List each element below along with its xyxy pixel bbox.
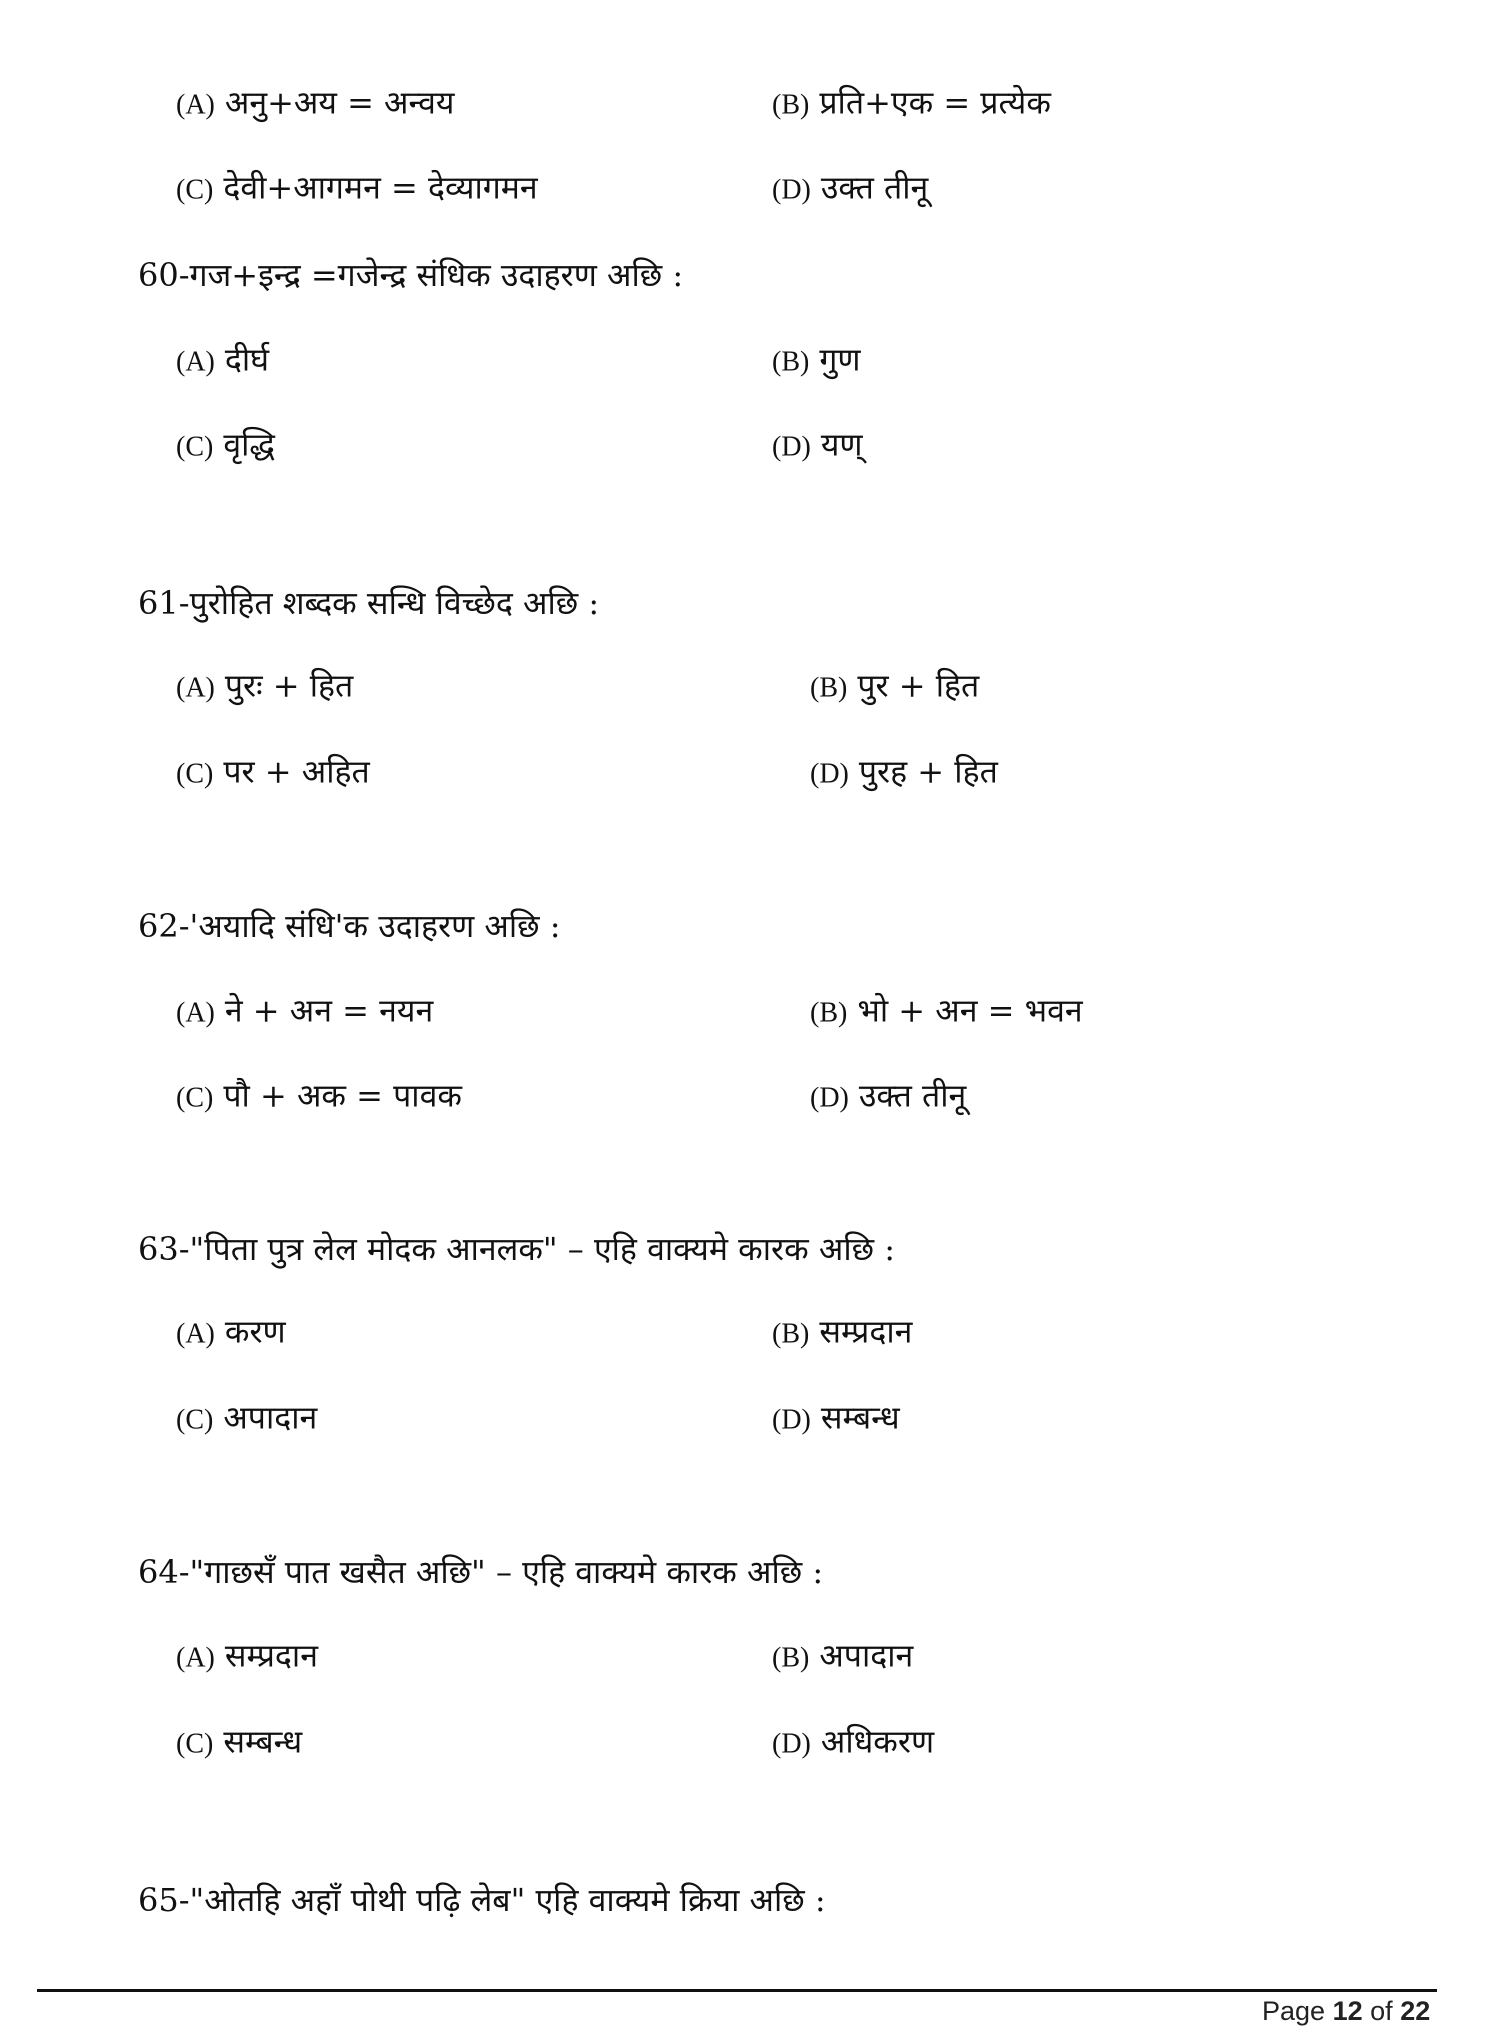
question-text: "गाछसँ पात खसैत अछि" – एहि वाक्यमे कारक अछि : xyxy=(189,1553,824,1591)
question-number: 62- xyxy=(138,907,190,945)
q62-option-c xyxy=(176,1076,462,1119)
option-label: (D) xyxy=(810,1082,849,1114)
option-text: सम्प्रदान xyxy=(819,1312,913,1351)
option-label: (C) xyxy=(176,1082,214,1114)
q64-option-a xyxy=(176,1636,318,1679)
q61-option-c xyxy=(176,752,370,795)
q61-option-a xyxy=(176,666,353,709)
option-label: (C) xyxy=(176,758,214,790)
question-65 xyxy=(138,1880,826,1920)
q59-option-d xyxy=(772,168,928,211)
option-text: पौ + अक = पावक xyxy=(223,1076,462,1115)
question-63 xyxy=(138,1229,895,1269)
option-label: (A) xyxy=(176,997,215,1029)
option-label: (D) xyxy=(772,431,811,463)
option-text: उक्त तीनू xyxy=(820,168,929,207)
option-label: (D) xyxy=(772,1404,811,1436)
option-text: पुर + हित xyxy=(857,666,980,705)
question-text: पुरोहित शब्दक सन्धि विच्छेद अछि : xyxy=(189,584,600,622)
option-text: सम्बन्ध xyxy=(223,1722,303,1761)
option-label: (B) xyxy=(772,1642,810,1674)
q61-option-b xyxy=(810,666,979,709)
option-label: (B) xyxy=(810,997,848,1029)
question-number: 60- xyxy=(138,256,190,294)
option-label: (C) xyxy=(176,431,214,463)
option-label: (B) xyxy=(772,346,810,378)
option-label: (C) xyxy=(176,1728,214,1760)
question-text: 'अयादि संधि'क उदाहरण अछि : xyxy=(189,907,561,945)
option-text: देवी+आगमन = देव्यागमन xyxy=(223,168,538,207)
question-61 xyxy=(138,583,599,623)
option-text: दीर्घ xyxy=(224,340,270,379)
option-text: पर + अहित xyxy=(223,752,370,791)
option-label: (D) xyxy=(772,1728,811,1760)
total-pages: 22 xyxy=(1400,1996,1431,2026)
question-64 xyxy=(138,1552,823,1592)
footer-divider xyxy=(37,1989,1437,1992)
q60-option-d xyxy=(772,425,863,468)
q59-option-a xyxy=(176,83,454,126)
question-text: गज+इन्द्र =गजेन्द्र संधिक उदाहरण अछि : xyxy=(189,256,684,294)
question-62 xyxy=(138,906,561,946)
question-number: 61- xyxy=(138,584,190,622)
question-60 xyxy=(138,255,683,295)
option-label: (A) xyxy=(176,89,215,121)
option-label: (A) xyxy=(176,1318,215,1350)
question-text: "ओतहि अहाँ पोथी पढ़ि लेब" एहि वाक्यमे क्रिया अछि : xyxy=(189,1881,826,1919)
question-number: 63- xyxy=(138,1230,190,1268)
option-text: सम्प्रदान xyxy=(224,1636,318,1675)
option-text: गुण xyxy=(819,340,861,379)
option-label: (B) xyxy=(810,672,848,704)
q63-option-c xyxy=(176,1398,317,1441)
option-label: (B) xyxy=(772,1318,810,1350)
q60-option-c xyxy=(176,425,275,468)
current-page: 12 xyxy=(1332,1996,1363,2026)
question-text: "पिता पुत्र लेल मोदक आनलक" – एहि वाक्यमे कारक अछि : xyxy=(189,1230,895,1268)
q63-option-d xyxy=(772,1398,900,1441)
option-text: पुरह + हित xyxy=(858,752,998,791)
q62-option-a xyxy=(176,991,433,1034)
option-label: (A) xyxy=(176,1642,215,1674)
option-text: अधिकरण xyxy=(820,1722,935,1761)
q60-option-b xyxy=(772,340,860,383)
option-text: उक्त तीनू xyxy=(858,1076,967,1115)
q64-option-c xyxy=(176,1722,302,1765)
q60-option-a xyxy=(176,340,269,383)
option-text: भो + अन = भवन xyxy=(857,991,1083,1030)
option-text: सम्बन्ध xyxy=(820,1398,900,1437)
q61-option-d xyxy=(810,752,998,795)
option-label: (D) xyxy=(810,758,849,790)
page-word: Page xyxy=(1262,1996,1326,2026)
option-label: (B) xyxy=(772,89,810,121)
q63-option-b xyxy=(772,1312,912,1355)
page-number xyxy=(1262,1996,1430,2027)
option-text: यण् xyxy=(820,425,863,464)
option-text: पुरः + हित xyxy=(224,666,354,705)
option-text: अपादान xyxy=(223,1398,318,1437)
q62-option-b xyxy=(810,991,1083,1034)
option-text: करण xyxy=(224,1312,286,1351)
option-label: (A) xyxy=(176,346,215,378)
of-word: of xyxy=(1370,1996,1393,2026)
question-number: 64- xyxy=(138,1553,190,1591)
q59-option-c xyxy=(176,168,538,211)
option-label: (D) xyxy=(772,174,811,206)
option-text: वृद्धि xyxy=(223,425,275,464)
q63-option-a xyxy=(176,1312,286,1355)
option-label: (C) xyxy=(176,1404,214,1436)
q59-option-b xyxy=(772,83,1051,126)
option-text: प्रति+एक = प्रत्येक xyxy=(819,83,1051,122)
option-text: अपादान xyxy=(819,1636,914,1675)
option-text: अनु+अय = अन्वय xyxy=(224,83,455,122)
q64-option-b xyxy=(772,1636,913,1679)
q62-option-d xyxy=(810,1076,966,1119)
question-number: 65- xyxy=(138,1881,190,1919)
option-label: (C) xyxy=(176,174,214,206)
q64-option-d xyxy=(772,1722,934,1765)
option-label: (A) xyxy=(176,672,215,704)
option-text: ने + अन = नयन xyxy=(224,991,434,1030)
